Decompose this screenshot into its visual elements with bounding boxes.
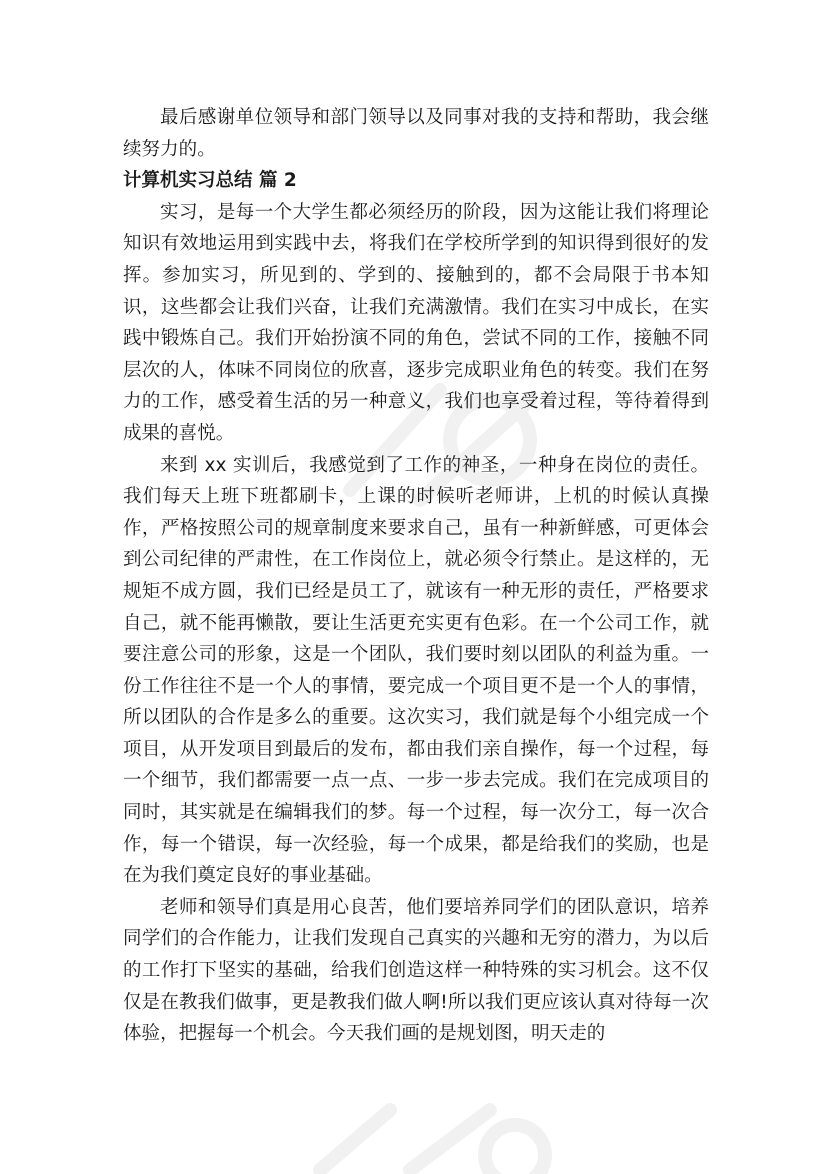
paragraph-thanks: 最后感谢单位领导和部门领导以及同事对我的支持和帮助，我会继续努力的。	[123, 107, 709, 160]
paragraph-internship-intro: 实习，是每一个大学生都必须经历的阶段，因为这能让我们将理论知识有效地运用到实践中去，将我们在学校所学到的知识得到很好的发挥。参加实习，所见到的、学到的、接触到的，都不会局限于书本知识，这些都会让我们兴奋，让我们充满激情。我们在实习中成长，在实践中锻炼自己。我们开始扮演不同的角色，尝试不同的工作，接触不同层次的人，体味不同岗位的欣喜，逐步完成职业角色的转变。我们在努力的工作，感受着生活的另一种意义，我们也享受着过程，等待着得到成果的喜悦。	[123, 201, 709, 444]
section-heading: 计算机实习总结 篇 2	[123, 170, 297, 192]
document-body	[123, 102, 709, 1050]
paragraph-training-experience: 来到 xx 实训后，我感觉到了工作的神圣，一种身在岗位的责任。我们每天上班下班都刷卡，上课的时候听老师讲，上机的时候认真操作，严格按照公司的规章制度来要求自己，虽有一种新鲜感，可更体会到公司纪律的严肃性，在工作岗位上，就必须令行禁止。是这样的，无规矩不成方圆，我们已经是员工了，就该有一种无形的责任，严格要求自己，就不能再懒散，要让生活更充实更有色彩。在一个公司工作，就要注意公司的形象，这是一个团队，我们要时刻以团队的利益为重。一份工作往往不是一个人的事情，要完成一个项目更不是一个人的事情，所以团队的合作是多么的重要。这次实习，我们就是每个小组完成一个项目，从开发项目到最后的发布，都由我们亲自操作，每一个过程，每一个细节，我们都需要一点一点、一步一步去完成。我们在完成项目的同时，其实就是在编辑我们的梦。每一个过程，每一次分工，每一次合作，每一个错误，每一次经验，每一个成果，都是给我们的奖励，也是在为我们奠定良好的事业基础。	[123, 454, 709, 887]
watermark-logo-bottom	[300, 1100, 560, 1174]
paragraph-teachers: 老师和领导们真是用心良苦，他们要培养同学们的团队意识，培养同学们的合作能力，让我们发现自己真实的兴趣和无穷的潜力，为以后的工作打下坚实的基础，给我们创造这样一种特殊的实习机会。这不仅仅是在教我们做事，更是教我们做人啊!所以我们更应该认真对待每一次体验，把握每一个机会。今天我们画的是规划图，明天走的	[123, 896, 709, 1045]
